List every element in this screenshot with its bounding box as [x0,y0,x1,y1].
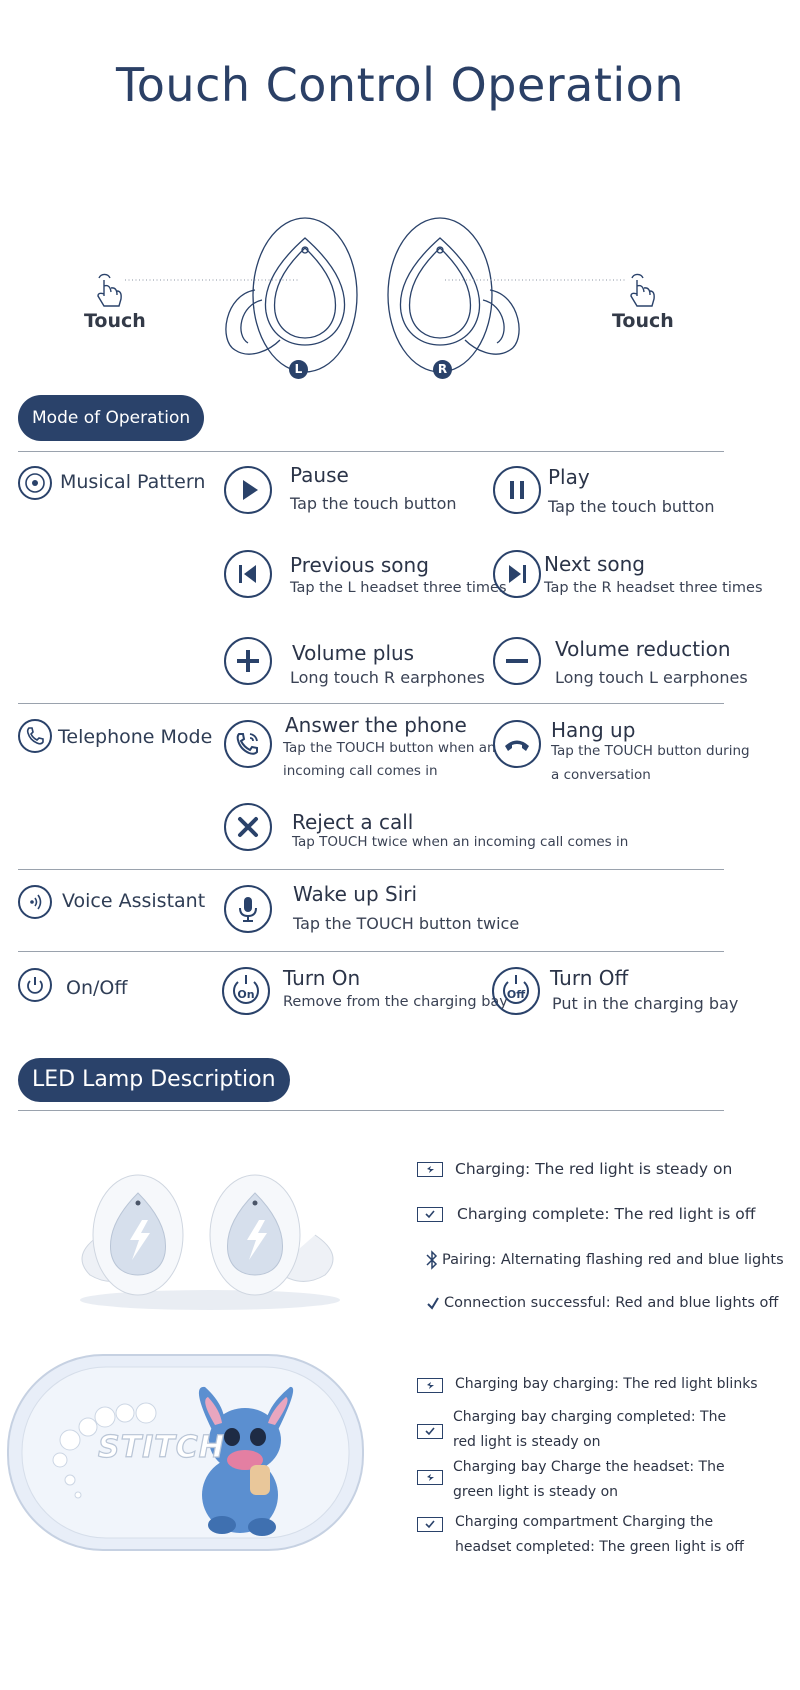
case-logo: STITCH [98,1430,225,1465]
led-earbud-item: Charging complete: The red light is off [457,1205,756,1223]
right-badge: R [433,360,452,379]
led-case-item: Charging bay charging: The red light blinks [455,1376,758,1392]
reject-icon [224,803,272,851]
charged-battery-icon [417,1207,443,1222]
voice-assistant-label: Voice Assistant [62,890,206,912]
check-icon [426,1296,440,1312]
turn-on-desc: Remove from the charging bay [283,994,508,1010]
pause-icon [493,466,541,514]
charging-battery-icon [417,1470,443,1485]
on-off-label: On/Off [66,977,128,999]
led-section-header: LED Lamp Description [18,1058,290,1102]
hang-up-title: Hang up [551,718,636,742]
reject-desc: Tap TOUCH twice when an incoming call comes in [292,834,629,850]
led-case-item: Charging compartment Charging the headset completed: The green light is off [455,1514,744,1555]
answer-desc-line2: incoming call comes in [283,763,438,779]
pause-title: Pause [290,463,349,487]
microphone-icon [224,885,272,933]
power-icon [18,968,52,1002]
led-earbud-item: Connection successful: Red and blue lights off [444,1295,779,1311]
minus-icon [493,637,541,685]
volume-plus-title: Volume plus [292,641,415,665]
charging-battery-icon [417,1162,443,1177]
next-title: Next song [544,552,645,576]
previous-desc: Tap the L headset three times [290,580,507,596]
next-desc: Tap the R headset three times [544,580,763,596]
led-case-item: Charging bay charging completed: The red light is steady on [453,1409,727,1450]
charged-battery-icon [417,1424,443,1439]
divider [18,703,724,704]
answer-call-icon [224,720,272,768]
pause-desc: Tap the touch button [290,494,457,513]
disc-icon [18,466,52,500]
off-badge: Off [506,988,526,1001]
siri-desc: Tap the TOUCH button twice [293,914,520,933]
previous-icon [224,550,272,598]
mode-section-header: Mode of Operation [18,395,204,441]
siri-title: Wake up Siri [293,882,418,906]
volume-reduction-desc: Long touch L earphones [555,668,748,687]
previous-title: Previous song [290,553,429,577]
telephone-mode-label: Telephone Mode [58,726,213,748]
play-desc: Tap the touch button [548,497,715,516]
earbuds-photo [60,1165,360,1315]
left-touch-label: Touch [84,310,146,332]
play-title: Play [548,465,590,489]
volume-reduction-title: Volume reduction [555,637,731,661]
divider [18,451,724,452]
music-mode-label: Musical Pattern [60,471,206,493]
led-earbud-item: Pairing: Alternating flashing red and blue lights [442,1252,784,1268]
charged-battery-icon [417,1517,443,1532]
hang-up-desc-line2: a conversation [551,767,651,783]
led-earbud-item: Charging: The red light is steady on [455,1160,733,1178]
turn-off-title: Turn Off [550,966,629,990]
bluetooth-icon [424,1250,440,1270]
turn-off-desc: Put in the charging bay [552,994,739,1013]
hang-up-icon [493,720,541,768]
next-icon [493,550,541,598]
play-icon [224,466,272,514]
hang-up-desc-line1: Tap the TOUCH button during [551,743,750,759]
plus-icon [224,637,272,685]
voice-waves-icon [18,885,52,919]
reject-title: Reject a call [292,810,414,834]
answer-desc-line1: Tap the TOUCH button when an [283,740,496,756]
phone-icon [18,719,52,753]
divider [18,951,724,952]
charging-battery-icon [417,1378,443,1393]
answer-title: Answer the phone [285,713,467,737]
left-badge: L [289,360,308,379]
volume-plus-desc: Long touch R earphones [290,668,485,687]
page-title: Touch Control Operation [116,58,684,112]
divider [18,869,724,870]
on-badge: On [237,988,255,1001]
led-case-item: Charging bay Charge the headset: The green light is steady on [453,1459,725,1500]
divider [18,1110,724,1111]
earbud-diagram [0,200,800,400]
turn-on-title: Turn On [283,966,361,990]
right-touch-label: Touch [612,310,674,332]
